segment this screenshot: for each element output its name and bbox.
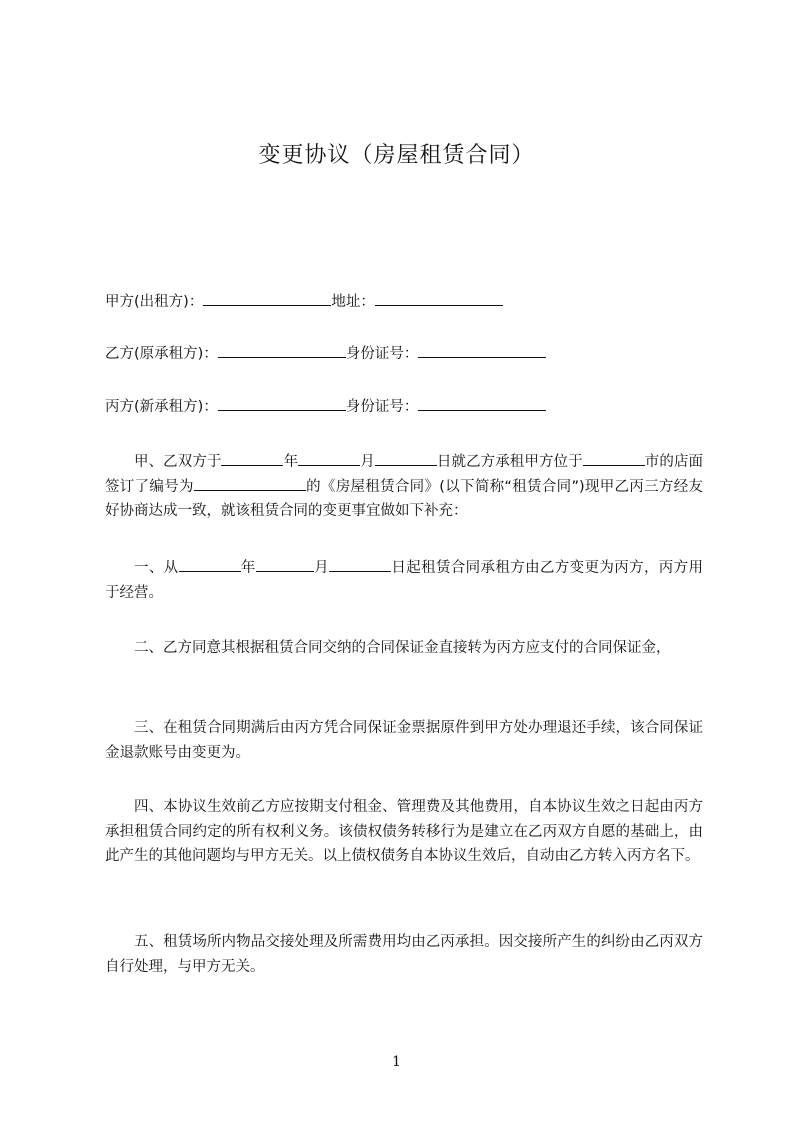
clause-5: 五、租赁场所内物品交接处理及所需费用均由乙丙承担。因交接所产生的纠纷由乙丙双方自行处理，与甲方无关。 (105, 934, 703, 975)
intro-day-blank (375, 451, 437, 466)
party-a-address-blank (375, 291, 503, 306)
party-c-line (105, 395, 546, 419)
party-c-id-label: 身份证号： (345, 399, 419, 415)
intro-text-1: 甲、乙双方于 (134, 454, 222, 470)
party-b-name-blank (218, 343, 346, 358)
clause1-text-3: 月 (313, 560, 330, 576)
clause1-text-2: 年 (240, 560, 256, 576)
party-a-line (105, 290, 503, 314)
clause-4: 四、本协议生效前乙方应按期支付租金、管理费及其他费用，自本协议生效之日起由丙方承担租赁合同约定的所有权利义务。该债权债务转移行为是建立在乙丙双方自愿的基础上，由此产生的其他问题均与甲方无关。以上债权债务自本协议生效后，自动由乙方转入丙方名下。 (105, 799, 703, 864)
party-a-address-label: 地址： (331, 294, 375, 310)
document-title: 变更协议（房屋租赁合同） (258, 143, 535, 168)
intro-text-3: 月 (360, 454, 375, 470)
intro-text-4: 日就乙方承租甲方位于 (436, 454, 583, 470)
party-b-line (105, 342, 546, 366)
clause-1 (105, 556, 703, 605)
intro-month-blank (298, 451, 360, 466)
party-b-label: 乙方(原承租方)： (105, 346, 218, 362)
page-number: 1 (392, 1054, 401, 1070)
clause1-month-blank (256, 557, 314, 572)
intro-text-6: 的《房屋租赁合同》(以下简称“租赁合同”)现甲乙丙三方经友好协商达成一致，就该租赁合同的变更事宜做如下补充： (105, 478, 703, 519)
party-b-id-label: 身份证号： (345, 346, 419, 362)
clause-2: 二、乙方同意其根据租赁合同交纳的合同保证金直接转为丙方应支付的合同保证金， (134, 640, 671, 656)
clause-3: 三、在租赁合同期满后由丙方凭合同保证金票据原件到甲方处办理退还手续，该合同保证金退款账号由变更为。 (105, 720, 703, 761)
party-c-id-blank (418, 396, 546, 411)
intro-city-blank (583, 451, 645, 466)
intro-text-5: 市的店面签订了编号为 (105, 454, 704, 495)
intro-paragraph (105, 450, 703, 524)
clause1-year-blank (179, 557, 241, 572)
clause1-day-blank (329, 557, 391, 572)
party-c-name-blank (218, 396, 346, 411)
party-b-id-blank (418, 343, 546, 358)
party-a-name-blank (203, 291, 331, 306)
intro-contract-no-blank (194, 476, 306, 491)
clause1-text-1: 一、从 (134, 560, 179, 576)
intro-year-blank (221, 451, 283, 466)
intro-text-2: 年 (283, 454, 299, 470)
party-c-label: 丙方(新承租方)： (105, 399, 218, 415)
party-a-label: 甲方(出租方)： (105, 294, 204, 310)
clause1-text-4: 日起租赁合同承租方由乙方变更为丙方，丙方用于经营。 (105, 560, 704, 601)
